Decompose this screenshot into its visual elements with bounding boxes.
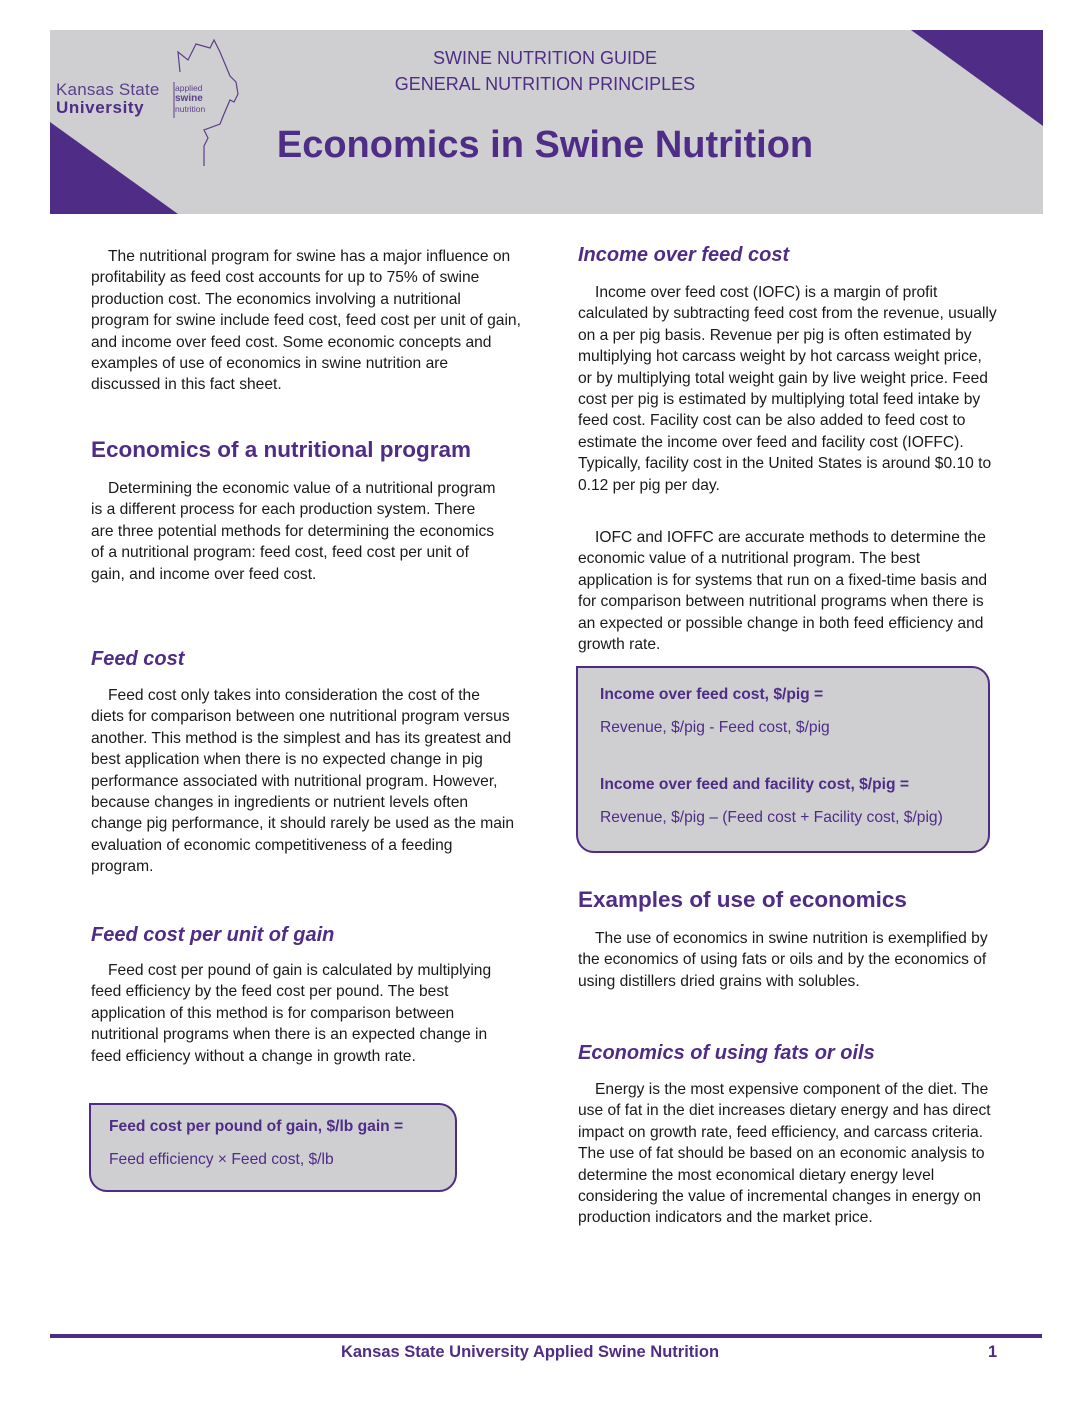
heading-feed-cost: Feed cost — [91, 648, 185, 670]
iofc-paragraph-1 — [578, 282, 998, 496]
formula2-label: Income over feed cost, $/pig = — [600, 686, 824, 703]
logo-applied: applied — [175, 83, 203, 93]
logo-line1: Kansas State — [56, 80, 160, 99]
logo-nutrition: nutrition — [175, 104, 206, 114]
footer-rule — [50, 1334, 1042, 1338]
examples-text: The use of economics in swine nutrition is exemplified by the economics of using fats or oils and by the economics of using distillers dried grains with solubles. — [578, 930, 988, 990]
fats-paragraph — [578, 1079, 1003, 1229]
unitgain-text: Feed cost per pound of gain is calculated by multiplying feed efficiency by the feed cost per pound. The best application of this method is for comparison between nutritional programs when there is an expected change in feed efficiency without a change in growth rate. — [91, 962, 492, 1065]
logo-line2: University — [56, 98, 145, 117]
feedcost-text: Feed cost only takes into consideration the cost of the diets for comparison between one nutritional program versus another. This method is the simplest and has its greatest and best application when there is no expected change in pig performance associated with nutritional program. However, because changes in ingredients or nutrient levels often change pig performance, it should rarely be used as the main evaluation of economic competitiveness of a feeding program. — [91, 687, 515, 876]
program-text: Determining the economic value of a nutritional program is a different process for each production system. There are three potential methods for determining the economics of a nutritional program: feed cost, feed cost per unit of gain, and income over feed cost. — [91, 480, 496, 583]
guide-title-line2: GENERAL NUTRITION PRINCIPLES — [394, 74, 696, 94]
heading-feed-cost-per-unit-gain: Feed cost per unit of gain — [91, 924, 335, 946]
intro-text: The nutritional program for swine has a major influence on profitability as feed cost accounts for up to 75% of swine production cost. The economics involving a nutritional program for swine include feed cost, feed cost per unit of gain, and income over feed cost. Some economic concepts and examples of use of economics in swine nutrition are discussed in this fact sheet. — [91, 248, 521, 394]
heading-fats-oils: Economics of using fats or oils — [578, 1042, 875, 1064]
formula1-label: Feed cost per pound of gain, $/lb gain = — [109, 1118, 404, 1135]
formula-box-feed-cost-per-pound — [89, 1103, 457, 1192]
fats-text: Energy is the most expensive component of the diet. The use of fat in the diet increases dietary energy and has direct impact on growth rate, feed efficiency, and carcass criteria. The use of fat should be based on an economic analysis to determine the most economical dietary energy level considering the value of incremental changes in energy on production indicators and the market price. — [578, 1081, 991, 1227]
formula3-expression: Revenue, $/pig – (Feed cost + Facility cost, $/pig) — [600, 809, 943, 826]
guide-title-line1: SWINE NUTRITION GUIDE — [433, 48, 657, 68]
iofc-text-2: IOFC and IOFFC are accurate methods to determine the economic value of a nutritional program. The best application is for systems that run on a fixed-time basis and for comparison between nutritional programs when there is an expected or possible change in both feed efficiency and growth rate. — [578, 529, 988, 654]
examples-paragraph — [578, 928, 998, 992]
logo-swine: swine — [175, 93, 203, 104]
heading-income-over-feed-cost: Income over feed cost — [578, 244, 790, 266]
program-paragraph — [91, 478, 501, 585]
unitgain-paragraph — [91, 960, 519, 1067]
formula-box-income-over-feed — [576, 666, 990, 853]
heading-examples: Examples of use of economics — [578, 887, 907, 912]
iofc-paragraph-2 — [578, 527, 998, 655]
heading-nutritional-program: Economics of a nutritional program — [91, 437, 472, 462]
page-title: Economics in Swine Nutrition — [276, 124, 814, 166]
page-number: 1 — [988, 1343, 998, 1361]
intro-paragraph — [91, 246, 521, 396]
footer-text: Kansas State University Applied Swine Nutrition — [340, 1343, 720, 1361]
iofc-text-1: Income over feed cost (IOFC) is a margin of profit calculated by subtracting feed cost from the revenue, usually on a per pig basis. Revenue per pig is often estimated by multiplying hot carcass weight by hot carcass weight price, or by multiplying total weight gain by live weight price. Feed cost per pig is estimated by multiplying total feed intake by feed cost. Facility cost can be also added to feed cost to estimate the income over feed and facility cost (IOFFC). Typically, facility cost in the United States is around $0.10 to 0.12 per pig per day. — [578, 284, 997, 494]
feedcost-paragraph — [91, 685, 516, 878]
formula2-expression: Revenue, $/pig - Feed cost, $/pig — [600, 719, 830, 736]
formula1-expression: Feed efficiency × Feed cost, $/lb — [109, 1151, 334, 1168]
formula3-label: Income over feed and facility cost, $/pig = — [600, 776, 909, 793]
